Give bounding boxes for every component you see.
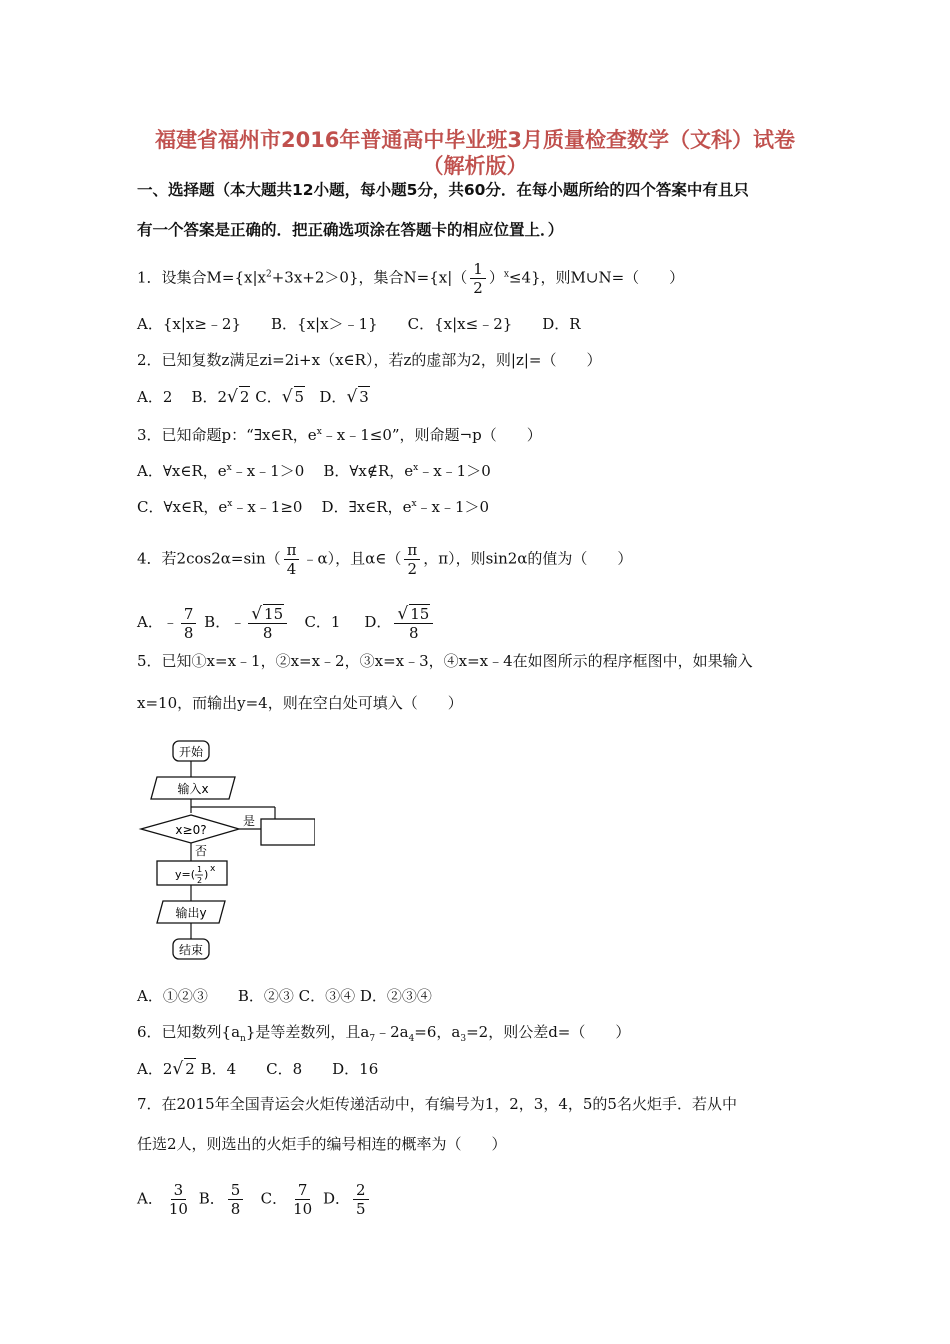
flow-assign-sup: x: [210, 864, 216, 874]
flow-yes-label: 是: [243, 814, 256, 828]
question-6-stem: 6．已知数列$\{a_n\}$是等差数列，且$a_7﹣2a_4=6$，$a_3=2$，则公差d=（ ）: [137, 1023, 631, 1044]
question-6-options: A．2√ 2 B．4 C．8 D．16: [137, 1059, 379, 1079]
question-4-stem: 4．若2cos2α=sin（ $\frac{\pi}{4}$ ﹣α），且α∈（ $\frac{\pi}{2}$ ，π），则sin2α的值为（ ）: [137, 541, 633, 578]
question-5-stem: 5．已知①x=x﹣1，②x=x﹣2，③x=x﹣3，④x=x﹣4在如图所示的程序框图中，如果输入: [137, 652, 753, 670]
question-3-options-cd: C．∀x∈R，$e^x﹣x﹣1\ge 0$ D．∃x∈R，$e^x﹣x﹣1>0$: [137, 498, 490, 516]
question-7-stem: 7．在2015年全国青运会火炬传递活动中，有编号为1，2，3，4，5的5名火炬手．若从中: [137, 1095, 737, 1113]
question-3-stem: 3．已知命题p：“∃x∈R，$e^x﹣x﹣1\le 0$”，则命题¬p（ ）: [137, 426, 542, 444]
flow-condition-label: x≥0?: [175, 823, 207, 837]
section-heading-cont: 有一个答案是正确的．把正确选项涂在答题卡的相应位置上．）: [137, 221, 564, 239]
exam-title: 福建省福州市2016年普通高中毕业班3月质量检查数学（文科）试卷: [154, 128, 796, 152]
question-2-stem: 2．已知复数z满足zi=2i+x（x∈R），若z的虚部为2，则|z|=（ ）: [137, 351, 602, 369]
question-3-options-ab: A．∀x∈R，$e^x﹣x﹣1>0$ B．∀x∉R，$e^x﹣x﹣1>0$: [137, 462, 491, 480]
fraction: $\frac{\pi}{2}$: [404, 541, 420, 578]
question-7-options: A． $\frac{3}{10}$ B． $\frac{5}{8}$ C． $\frac{7}{10}$ D． $\frac{2}{5}$: [137, 1181, 372, 1218]
question-4-options: A．﹣ $\frac{7}{8}$ B．﹣ $\frac{√ 15}{8}$ C．1 D． $\frac{√ 15}{8}$: [137, 604, 436, 642]
flow-assign-close: ): [204, 868, 209, 881]
fraction: $\frac{\pi}{4}$: [284, 541, 300, 578]
flow-blank-box: [261, 819, 315, 845]
question-5-stem-cont: x=10，而输出y=4，则在空白处可填入（ ）: [137, 694, 463, 712]
flow-no-label: 否: [195, 844, 208, 858]
flow-assign-fraction-num: 1: [197, 865, 203, 874]
flow-start-label: 开始: [178, 745, 204, 759]
question-2-options: A．2 B．2√ 2 C．√ 5 D．√ 3: [137, 387, 369, 407]
flow-assign-label: y=(: [175, 868, 196, 881]
question-1-stem: 1．设集合$M=\{x|x^2+3x+2>0\}$，集合N={x|（ $\frac{1}{2}$ ）$^x$≤4}，则M∪N=（ ）: [137, 260, 685, 297]
flow-assign-fraction-den: 2: [197, 876, 203, 885]
exam-title-sub: （解析版）: [422, 154, 528, 178]
section-heading: 一、选择题（本大题共12小题，每小题5分，共60分．在每小题所给的四个答案中有且只: [137, 181, 749, 199]
question-1-options: A．{x|x≥﹣2} B．{x|x＞﹣1} C．{x|x≤﹣2} D．R: [137, 315, 581, 333]
question-7-stem-cont: 任选2人，则选出的火炬手的编号相连的概率为（ ）: [137, 1135, 507, 1153]
flowchart-diagram: [135, 733, 315, 963]
fraction: $\frac{1}{2}$: [470, 260, 486, 297]
flow-output-label: 输出y: [175, 906, 207, 920]
flow-input-label: 输入x: [177, 782, 209, 796]
flow-end-label: 结束: [178, 943, 204, 957]
question-5-options: A．①②③ B．②③ C．③④ D．②③④: [137, 987, 432, 1005]
